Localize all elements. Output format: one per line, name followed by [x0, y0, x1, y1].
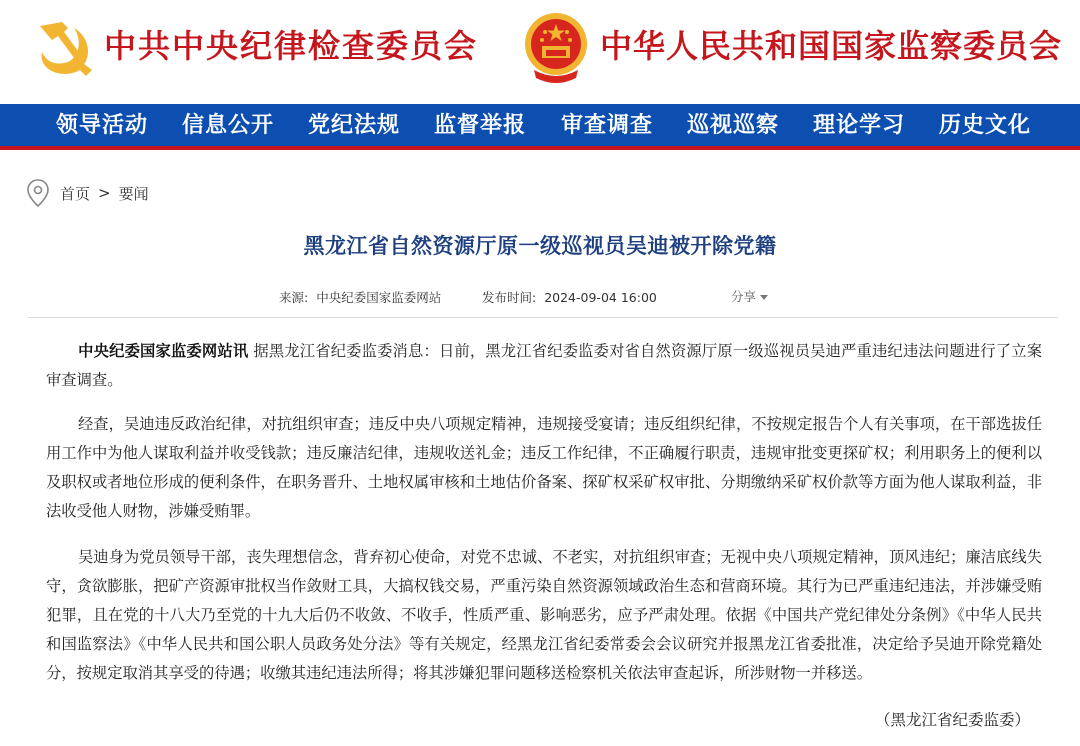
nav-item-leadership[interactable]: 领导活动 [56, 112, 149, 138]
nav-item-history[interactable]: 历史文化 [939, 112, 1032, 138]
divider [28, 317, 1058, 318]
nav-item-report[interactable]: 监督举报 [434, 112, 527, 138]
article-source [279, 288, 441, 306]
breadcrumb-separator: > [98, 184, 111, 202]
article-time [482, 288, 657, 306]
time-label: 发布时间: [482, 290, 537, 305]
source-value: 中央纪委国家监委网站 [316, 290, 442, 305]
nav-item-regulations[interactable]: 党纪法规 [308, 112, 401, 138]
article-paragraph [46, 337, 1042, 395]
national-emblem-icon[interactable] [520, 10, 592, 86]
article-paragraph [46, 410, 1042, 526]
party-emblem-icon[interactable] [28, 12, 98, 82]
chevron-down-icon [760, 295, 768, 300]
breadcrumb-home[interactable]: 首页 [60, 184, 91, 203]
paragraph-text: 经查，吴迪违反政治纪律，对抗组织审查；违反中央八项规定精神，违规接受宴请；违反组织纪律，不按规定报告个人有关事项，在干部选拔任用工作中为他人谋取利益并收受钱款；违反廉洁纪律，违规收送礼金；违反工作纪律，不正确履行职责，违规审批变更探矿权；利用职务上的便利以及职权或者地位形成的便利条件，在职务晋升、土地权属审核和土地估价备案、探矿权采矿权审批、分期缴纳采矿权价款等方面为他人谋取利益，非法收受他人财物，涉嫌受贿罪。 [46, 415, 1042, 520]
location-pin-icon [26, 178, 50, 208]
breadcrumb [26, 178, 157, 208]
nav-item-theory[interactable]: 理论学习 [813, 112, 906, 138]
nav-item-info-disclosure[interactable]: 信息公开 [182, 112, 275, 138]
article-source-note: （黑龙江省纪委监委） [874, 711, 1030, 729]
main-nav [0, 104, 1080, 150]
share-label: 分享 [731, 289, 757, 304]
paragraph-text: 据黑龙江省纪委监委消息：日前，黑龙江省纪委监委对省自然资源厅原一级巡视员吴迪严重违纪违法问题进行了立案审查调查。 [46, 342, 1042, 389]
share-button[interactable] [731, 287, 768, 305]
ccdi-title[interactable]: 中共中央纪律检查委员会 [104, 27, 479, 65]
paragraph-text: 吴迪身为党员领导干部，丧失理想信念，背弃初心使命，对党不忠诚、不老实，对抗组织审查；无视中央八项规定精神，顶风违纪；廉洁底线失守，贪欲膨胀，把矿产资源审批权当作敛财工具，大搞权钱交易，严重污染自然资源领域政治生态和营商环境。其行为已严重违纪违法，并涉嫌受贿犯罪，且在党的十八大乃至党的十九大后仍不收敛、不收手，性质严重、影响恶劣，应予严肃处理。依据《中国共产党纪律处分条例》《中华人民共和国监察法》《中华人民共和国公职人员政务处分法》等有关规定，经黑龙江省纪委常委会会议研究并报黑龙江省委批准，决定给予吴迪开除党籍处分，按规定取消其享受的待遇；收缴其违纪违法所得；将其涉嫌犯罪问题移送检察机关依法审查起诉，所涉财物一并移送。 [46, 548, 1042, 682]
article-paragraph [46, 543, 1042, 688]
article-lead: 中央纪委国家监委网站讯 [78, 342, 249, 360]
source-label: 来源: [279, 290, 309, 305]
nav-item-investigation[interactable]: 审查调查 [561, 112, 654, 138]
nsc-title[interactable]: 中华人民共和国国家监察委员会 [600, 27, 1063, 65]
nav-item-inspection[interactable]: 巡视巡察 [687, 112, 780, 138]
article-title: 黑龙江省自然资源厅原一级巡视员吴迪被开除党籍 [303, 234, 777, 258]
time-value: 2024-09-04 16:00 [544, 290, 657, 305]
breadcrumb-current[interactable]: 要闻 [118, 184, 149, 203]
site-header [0, 0, 1080, 104]
